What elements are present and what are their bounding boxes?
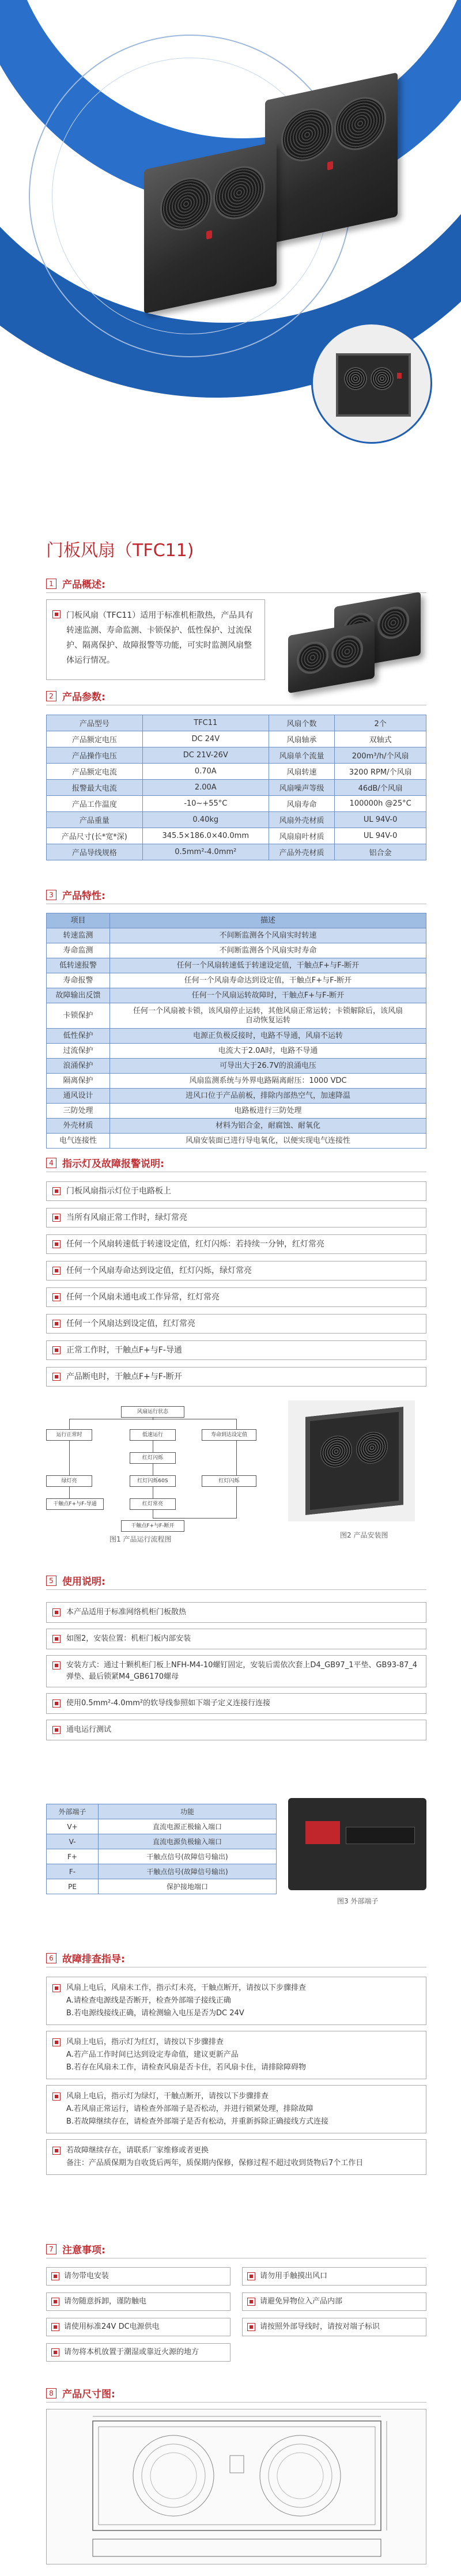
table-cell: 任何一个风扇被卡锁，该风扇停止运转，其他风扇正常运转；卡锁解除后，该风扇自动恢复运转 xyxy=(110,1003,426,1029)
list-item-text: 风扇上电后，风扇未工作，指示灯未亮，干触点断开，请按以下步骤排查 A.请检查电源线是否断开，检查外部端子接线正确 B.若电源线接线正确，请检测输入电压是否为DC 24V xyxy=(66,1984,307,2018)
list-item xyxy=(46,1340,426,1360)
bullet-icon xyxy=(52,2038,61,2046)
table-cell: 风扇外壳材质 xyxy=(269,812,334,828)
bullet-icon xyxy=(52,1346,61,1354)
overview-product-image xyxy=(282,594,426,686)
flow-node: 绿灯亮 xyxy=(46,1475,92,1487)
bullet-icon xyxy=(52,1214,61,1222)
list-item xyxy=(46,1287,426,1307)
table-cell: 寿命监测 xyxy=(47,943,110,958)
table-cell: 产品额定电压 xyxy=(47,731,143,747)
flow-node: 运行正常时 xyxy=(46,1429,92,1441)
table-cell: 200m³/h/个风扇 xyxy=(335,747,426,764)
section-number: 8 xyxy=(46,2388,56,2399)
table-row xyxy=(47,715,426,731)
table-header-cell: 功能 xyxy=(99,1804,277,1819)
table-cell: 风扇安装面已进行导电氧化，以便实现电气连接性 xyxy=(110,1134,426,1149)
flow-connector xyxy=(236,1419,237,1429)
table-cell: 任何一个风扇转速低于转速设定值，干触点F+与F-断开 xyxy=(110,958,426,973)
table-cell: V- xyxy=(47,1834,99,1849)
bullet-icon xyxy=(247,2323,255,2331)
table-cell: 报警最大电流 xyxy=(47,780,143,796)
fan-grill-icon xyxy=(281,103,333,166)
section-label: 产品参数: xyxy=(62,692,105,703)
list-item-text: 风扇上电后，指示灯为红灯，请按以下步骤排查 A.若产品工作时间已达到设定寿命值，建议更新产品 B.若存在风扇未工作，请检查风扇是否卡住，若风扇卡住，请排除障碍物 xyxy=(66,2038,307,2072)
list-item xyxy=(46,1234,426,1254)
table-cell: 外壳材质 xyxy=(47,1119,110,1134)
table-row xyxy=(47,1029,426,1044)
table-cell: 材料为铝合金，耐腐蚀、耐氧化 xyxy=(110,1119,426,1134)
table-cell: 保护接地端口 xyxy=(99,1879,277,1894)
table-cell: 风扇监测系统与外界电路隔离耐压：1000 VDC xyxy=(110,1074,426,1089)
install-photo xyxy=(288,1400,415,1521)
note-item xyxy=(242,2318,426,2336)
table-row xyxy=(47,958,426,973)
table-cell: 寿命报警 xyxy=(47,973,110,988)
table-cell: 产品导线规格 xyxy=(47,844,143,860)
table-cell: 任何一个风扇运转故障时，干触点F+与F-断开 xyxy=(110,988,426,1003)
section-number: 2 xyxy=(46,691,56,701)
table-row xyxy=(47,812,426,828)
table-row xyxy=(47,828,426,844)
note-text: 请使用标准24V DC电源供电 xyxy=(64,2322,160,2331)
flow-connector xyxy=(236,1487,237,1519)
table-row xyxy=(47,731,426,747)
table-cell: 干触点信号(故障信号输出) xyxy=(99,1849,277,1864)
fan-grill-icon xyxy=(334,92,386,155)
list-item-text: 门板风扇指示灯位于电路板上 xyxy=(66,1187,171,1196)
table-header-row xyxy=(47,1804,277,1819)
list-item xyxy=(46,1261,426,1281)
table-cell: UL 94V-0 xyxy=(335,812,426,828)
note-text: 请勿带电安装 xyxy=(64,2272,109,2280)
table-row xyxy=(47,928,426,943)
section-label: 指示灯及故障报警说明: xyxy=(62,1158,164,1170)
table-cell: 产品操作电压 xyxy=(47,747,143,764)
section-overview-title xyxy=(46,576,105,591)
bullet-icon xyxy=(51,2272,59,2280)
table-cell: 345.5×186.0×40.0mm xyxy=(142,828,269,844)
table-cell: 电路板进行三防处理 xyxy=(110,1104,426,1119)
table-cell: 三防处理 xyxy=(47,1104,110,1119)
list-item xyxy=(46,2139,426,2175)
bullet-icon xyxy=(51,2298,59,2306)
flow-node: 低速运行 xyxy=(130,1429,176,1441)
note-text: 请勿随意拆卸，谨防触电 xyxy=(64,2297,147,2306)
bullet-icon xyxy=(247,2272,255,2280)
table-cell: DC 24V xyxy=(142,731,269,747)
notes-row xyxy=(46,2267,426,2286)
flow-node: 红灯闪烁 xyxy=(130,1452,176,1464)
flow-node: 寿命到达设定值 xyxy=(202,1429,256,1441)
table-cell: 卡锁保护 xyxy=(47,1003,110,1029)
section-number: 6 xyxy=(46,1953,56,1963)
note-item xyxy=(46,2267,231,2286)
table-cell: 电流大于2.0A时，电路不导通 xyxy=(110,1044,426,1059)
table-cell: 0.5mm²-4.0mm² xyxy=(142,844,269,860)
list-item xyxy=(46,1367,426,1387)
list-item xyxy=(46,2031,426,2079)
table-row xyxy=(47,1864,277,1879)
table-cell: 任何一个风扇寿命达到设定值，干触点F+与F-断开 xyxy=(110,973,426,988)
flow-node: 干触点F+与F-断开 xyxy=(121,1520,184,1532)
list-item-text: 任何一个风扇未通电或工作异常，红灯常亮 xyxy=(66,1293,220,1302)
table-row xyxy=(47,844,426,860)
table-row xyxy=(47,1059,426,1074)
table-row xyxy=(47,1134,426,1149)
fan-unit-image xyxy=(288,621,375,693)
table-cell: 2个 xyxy=(335,715,426,731)
notes-row xyxy=(46,2292,426,2311)
table-cell: 电源正负极反接时，电路不导通，风扇不运转 xyxy=(110,1029,426,1044)
table-cell: 2.00A xyxy=(142,780,269,796)
list-item-text: 任何一个风扇寿命达到设定值，红灯闪烁，绿灯常亮 xyxy=(66,1266,252,1275)
list-item-text: 任何一个风扇转速低于转速设定值，红灯闪烁：若持续一分钟，红灯常亮 xyxy=(66,1240,324,1249)
section-label: 产品特性: xyxy=(62,890,105,902)
table-cell: 风扇扇叶材质 xyxy=(269,828,334,844)
note-text: 请勿将本机放置于潮湿或靠近火源的地方 xyxy=(64,2348,199,2356)
flow-connector xyxy=(69,1419,70,1429)
table-row xyxy=(47,988,426,1003)
flow-connector xyxy=(236,1441,237,1475)
bullet-icon xyxy=(52,1240,61,1248)
table-cell: 浪涌保护 xyxy=(47,1059,110,1074)
overview-text: 门板风扇（TFC11）适用于标准机柜散热，产品具有转速监测、寿命监测、卡锁保护、低性保护、过流保护、隔离保护、故障报警等功能，可实时监测风扇整体运行情况。 xyxy=(66,611,254,665)
list-item-text: 任何一个风扇达到设定值，红灯常亮 xyxy=(66,1319,195,1328)
note-item xyxy=(242,2292,426,2311)
table-cell: PE xyxy=(47,1879,99,1894)
bullet-icon xyxy=(52,1267,61,1275)
table-cell: 风扇单个流量 xyxy=(269,747,334,764)
section-number: 7 xyxy=(46,2244,56,2254)
terminal-photo xyxy=(288,1798,426,1890)
list-item xyxy=(46,1314,426,1334)
table-cell: 3200 RPM/个风扇 xyxy=(335,764,426,780)
table-cell: 双轴式 xyxy=(335,731,426,747)
note-item xyxy=(46,2292,231,2311)
terminal-caption: 图3 外部端子 xyxy=(337,1897,379,1905)
table-row xyxy=(47,973,426,988)
bullet-icon xyxy=(52,2092,61,2101)
flow-node: 红灯闪烁 xyxy=(202,1475,256,1487)
list-item xyxy=(46,1629,426,1649)
list-item xyxy=(46,1208,426,1227)
note-text: 请按照外部导线时，请按对端子标识 xyxy=(260,2322,380,2331)
divider xyxy=(46,1589,426,1590)
list-item xyxy=(46,2085,426,2133)
table-row xyxy=(47,747,426,764)
section-label: 故障排查指导: xyxy=(62,1954,125,1965)
flow-node: 红灯常亮 xyxy=(130,1498,176,1510)
table-row xyxy=(47,1003,426,1029)
table-cell: 通风设计 xyxy=(47,1089,110,1104)
bullet-icon xyxy=(247,2298,255,2306)
table-cell: 直流电源负极输入端口 xyxy=(99,1834,277,1849)
installed-photo xyxy=(311,323,432,444)
bullet-icon xyxy=(52,1187,61,1195)
table-header-row xyxy=(47,913,426,928)
notes-row xyxy=(46,2318,426,2336)
section-number: 4 xyxy=(46,1158,56,1168)
table-cell: 过流保护 xyxy=(47,1044,110,1059)
list-item-text: 产品断电时，干触点F+与F-断开 xyxy=(66,1372,182,1381)
bullet-icon xyxy=(51,2348,59,2356)
features-table xyxy=(46,913,426,1149)
bullet-icon xyxy=(52,1984,61,1992)
table-cell: V+ xyxy=(47,1819,99,1834)
table-cell: 低转速报警 xyxy=(47,958,110,973)
indicator-light-icon xyxy=(327,161,333,170)
flow-connector xyxy=(69,1487,70,1498)
notes-grid xyxy=(46,2267,426,2369)
bullet-icon xyxy=(52,1320,61,1328)
table-cell: 产品工作温度 xyxy=(47,796,143,812)
table-cell: 干触点信号(故障信号输出) xyxy=(99,1864,277,1879)
table-cell: 不间断监测各个风扇实时寿命 xyxy=(110,943,426,958)
table-cell: 风扇转速 xyxy=(269,764,334,780)
note-item xyxy=(46,2343,231,2362)
table-row xyxy=(47,1044,426,1059)
divider xyxy=(46,2402,426,2403)
section-notes-title xyxy=(46,2242,105,2256)
section-dimensions-title xyxy=(46,2386,115,2400)
list-item-text: 本产品适用于标准网络机柜门板散热 xyxy=(66,1608,187,1616)
wiring-table xyxy=(46,1804,277,1894)
params-table xyxy=(46,715,426,860)
table-row xyxy=(47,1119,426,1134)
dimension-drawing-svg xyxy=(47,2409,427,2565)
table-row xyxy=(47,780,426,796)
flow-connector xyxy=(153,1518,237,1519)
table-cell: 不间断监测各个风扇实时转速 xyxy=(110,928,426,943)
list-item xyxy=(46,1655,426,1687)
usage-list xyxy=(46,1602,426,1746)
section-label: 产品尺寸图: xyxy=(62,2389,115,2400)
list-item-text: 如图2，安装位置：机柜门板内部安装 xyxy=(66,1634,191,1643)
table-cell: 直流电源正极输入端口 xyxy=(99,1819,277,1834)
list-item-text: 若故障继续存在，请联系厂家维修或者更换 备注：产品质保期为自收货后两年，质保期内保修，保修过程不超过收到货物后7个工作日 xyxy=(66,2146,364,2167)
section-features-title xyxy=(46,887,105,902)
table-row xyxy=(47,796,426,812)
list-item-text: 使用0.5mm²-4.0mm²的软导线参照如下端子定义连接行连接 xyxy=(66,1699,271,1708)
section-label: 产品概述: xyxy=(62,579,105,591)
notes-row xyxy=(46,2343,426,2362)
hero-banner xyxy=(0,0,461,461)
table-cell: 风扇个数 xyxy=(269,715,334,731)
note-text: 请避免异物位入产品内部 xyxy=(260,2297,343,2306)
section-label: 注意事项: xyxy=(62,2245,105,2256)
table-cell: 风扇寿命 xyxy=(269,796,334,812)
table-cell: 风扇轴承 xyxy=(269,731,334,747)
table-header-cell: 项目 xyxy=(47,913,110,928)
section-usage-title xyxy=(46,1573,105,1588)
fan-grill-icon xyxy=(331,633,363,670)
divider xyxy=(46,592,426,593)
table-cell: 转速监测 xyxy=(47,928,110,943)
indicator-list xyxy=(46,1181,426,1393)
table-cell: 隔离保护 xyxy=(47,1074,110,1089)
list-item-text: 风扇上电后，指示灯为绿灯，干触点断开，请按以下步骤排查 A.若风扇正常运行，请检查外部端子是否松动，并进行锁紧处理，排除故障 B.若故障继续存在，请检查外部端子是否有松动，并重新拆除正确接线方式连接 xyxy=(66,2092,329,2126)
table-cell: 电气连接性 xyxy=(47,1134,110,1149)
list-item xyxy=(46,1602,426,1623)
fault-list xyxy=(46,1977,426,2181)
table-row xyxy=(47,1089,426,1104)
bullet-icon xyxy=(52,1661,61,1670)
table-cell: 可导出大于26.7V的浪涌电压 xyxy=(110,1059,426,1074)
flow-caption: 图1 产品运行流程图 xyxy=(109,1535,172,1543)
fan-grill-icon xyxy=(213,161,265,224)
table-cell: 产品额定电流 xyxy=(47,764,143,780)
table-cell: 100000h @25°C xyxy=(335,796,426,812)
flow-node: 红灯闪烁60S xyxy=(130,1475,176,1487)
table-cell: 低性保护 xyxy=(47,1029,110,1044)
bullet-icon xyxy=(52,1635,61,1643)
table-row xyxy=(47,943,426,958)
fan-unit-image xyxy=(265,73,398,245)
bullet-icon xyxy=(52,2147,61,2155)
indicator-light-icon xyxy=(206,230,212,239)
bullet-icon xyxy=(52,1293,61,1301)
section-params-title xyxy=(46,689,105,703)
list-item-text: 安装方式：通过十颗机柜门板上NFH-M4-10螺钉固定，安装后需依次套上D4_GB97_1平垫、GB93-87_4弹垫、最后锁紧M4_GB6170螺母 xyxy=(66,1661,418,1681)
flow-diagram xyxy=(46,1406,259,1543)
fan-grill-icon xyxy=(160,172,212,235)
table-row xyxy=(47,764,426,780)
flow-connector xyxy=(69,1441,70,1475)
table-cell: 0.70A xyxy=(142,764,269,780)
note-text: 请勿用手触摸出风口 xyxy=(260,2272,328,2280)
table-cell: 风扇噪声等级 xyxy=(269,780,334,796)
table-cell: UL 94V-0 xyxy=(335,828,426,844)
table-cell: -10~+55°C xyxy=(142,796,269,812)
list-item xyxy=(46,1977,426,2025)
table-cell: F- xyxy=(47,1864,99,1879)
table-cell: 产品外壳材质 xyxy=(269,844,334,860)
table-row xyxy=(47,1074,426,1089)
table-header-cell: 外部端子 xyxy=(47,1804,99,1819)
list-item-text: 正常工作时，干触点F+与F-导通 xyxy=(66,1346,182,1355)
bullet-icon xyxy=(52,1726,61,1734)
table-cell: 铝合金 xyxy=(335,844,426,860)
table-row xyxy=(47,1819,277,1834)
bullet-icon xyxy=(52,1699,61,1708)
table-cell: 产品型号 xyxy=(47,715,143,731)
table-cell: 0.40kg xyxy=(142,812,269,828)
install-caption: 图2 产品安装图 xyxy=(340,1531,388,1539)
fan-grill-icon xyxy=(377,604,409,641)
bullet-icon xyxy=(52,1608,61,1616)
bullet-icon xyxy=(51,2323,59,2331)
table-row xyxy=(47,1849,277,1864)
table-row xyxy=(47,1879,277,1894)
overview-box xyxy=(46,599,265,680)
page-title: 门板风扇（TFC11) xyxy=(46,541,194,561)
table-cell: 46dB/个风扇 xyxy=(335,780,426,796)
list-item-text: 通电运行测试 xyxy=(66,1725,112,1734)
bullet-icon xyxy=(52,1373,61,1381)
table-row xyxy=(47,1104,426,1119)
flow-node: 风扇运行状态 xyxy=(121,1406,184,1418)
list-item xyxy=(46,1693,426,1714)
list-item-text: 当所有风扇正常工作时，绿灯常亮 xyxy=(66,1213,187,1222)
table-cell: F+ xyxy=(47,1849,99,1864)
section-label: 使用说明: xyxy=(62,1576,105,1588)
note-item xyxy=(46,2318,231,2336)
table-cell: 进风口位于产品前板，排除内部热空气，加速降温 xyxy=(110,1089,426,1104)
section-faults-title xyxy=(46,1951,125,1965)
table-cell: DC 21V-26V xyxy=(142,747,269,764)
table-row xyxy=(47,1834,277,1849)
dimension-drawing xyxy=(46,2409,426,2564)
list-item xyxy=(46,1181,426,1201)
section-number: 3 xyxy=(46,890,56,900)
list-item xyxy=(46,1720,426,1740)
section-number: 5 xyxy=(46,1576,56,1586)
bullet-icon xyxy=(52,610,61,618)
section-indicators-title xyxy=(46,1155,164,1170)
note-item xyxy=(242,2267,426,2286)
table-cell: TFC11 xyxy=(142,715,269,731)
flow-node: 干触点F+与F-导通 xyxy=(46,1498,104,1510)
fan-unit-image xyxy=(144,142,277,314)
table-cell: 产品尺寸(长*宽*深) xyxy=(47,828,143,844)
table-cell: 产品重量 xyxy=(47,812,143,828)
table-header-cell: 描述 xyxy=(110,913,426,928)
section-number: 1 xyxy=(46,579,56,589)
table-cell: 故障输出反馈 xyxy=(47,988,110,1003)
fan-grill-icon xyxy=(297,639,328,677)
